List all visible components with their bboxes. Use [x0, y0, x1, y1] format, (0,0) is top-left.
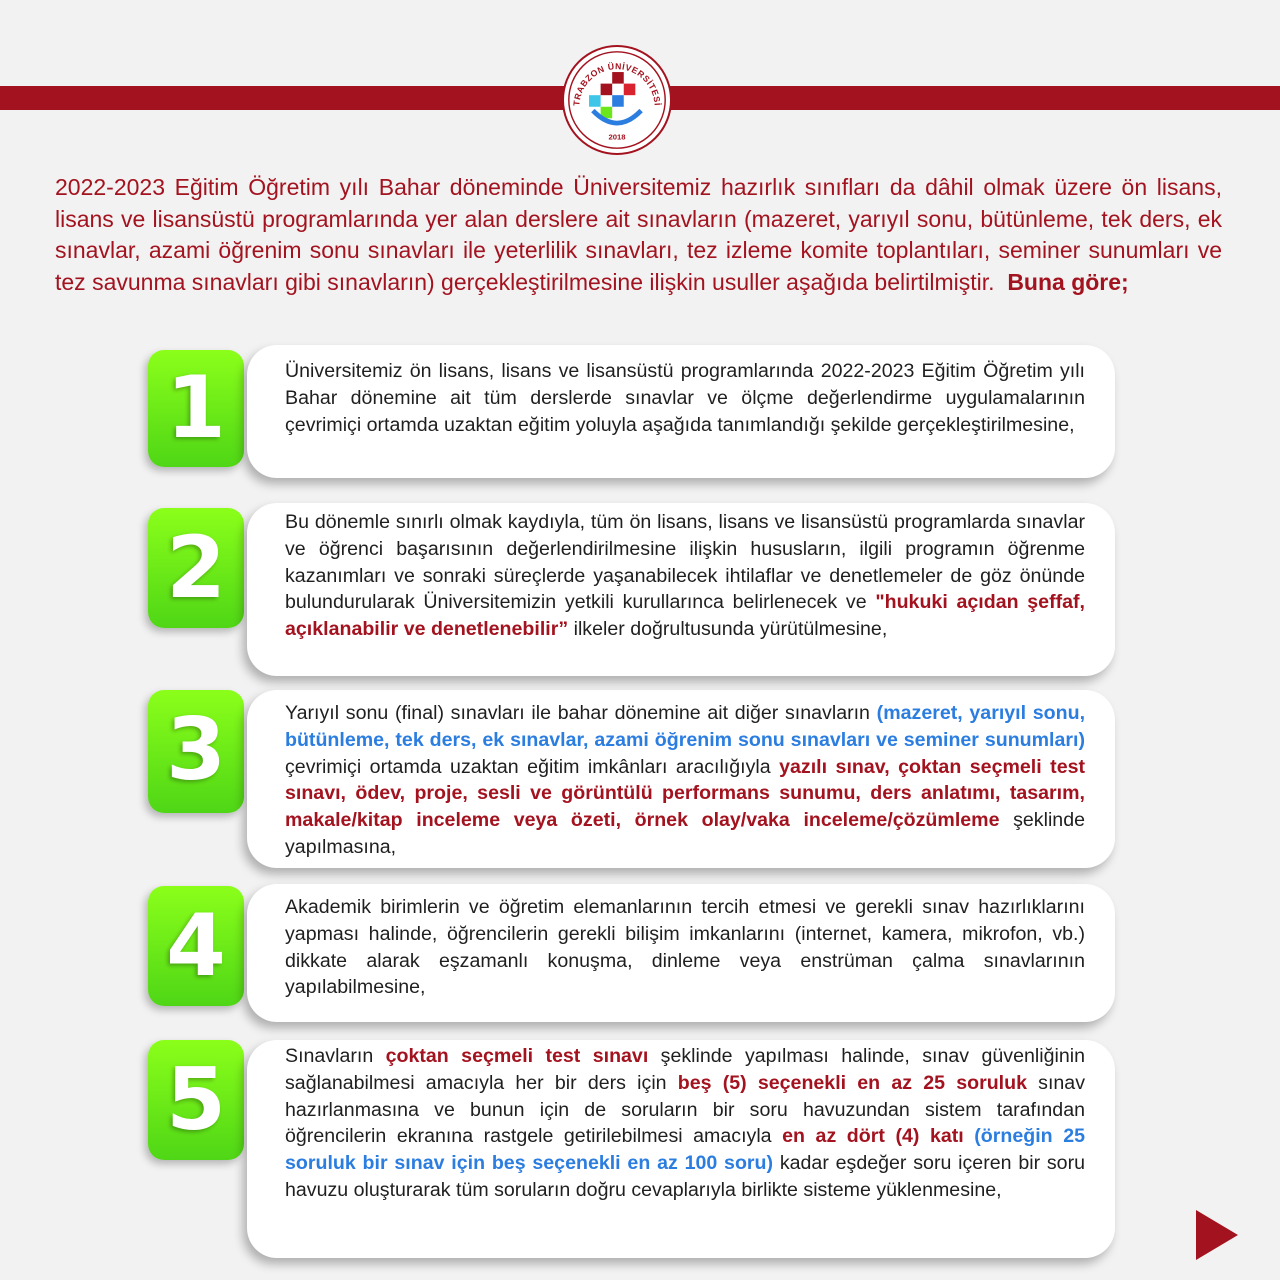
item-number: 2: [166, 518, 226, 618]
number-badge-2: [148, 508, 244, 628]
intro-text: 2022-2023 Eğitim Öğretim yılı Bahar döneminde Üniversitemiz hazırlık sınıfları da dâhil olmak üzere ön lisans, lisans ve lisansüstü programlarında yer alan derslere ait sınavların (mazeret, yarıyıl sonu, bütünleme, tek ders, ek sınavlar, azami öğrenim sonu sınavları ile yeterlilik sınavları, tez izleme komite toplantıları, seminer sunumları ve tez savunma sınavları gibi sınavların) gerçekleştirilmesine ilişkin usuller aşağıda belirtilmiştir.: [55, 174, 1222, 295]
list-item-1: [145, 345, 1115, 480]
highlight-blue: (örneğin 25 soruluk bir sınav için beş seçenekli en az 100 soru): [285, 1125, 1085, 1175]
logo-emblem: [564, 47, 670, 153]
item-card-1: [247, 345, 1115, 478]
list-item-5: [145, 1040, 1115, 1262]
number-badge-4: [148, 886, 244, 1006]
item-card-5: [247, 1040, 1115, 1258]
intro-emphasis: Buna göre;: [1007, 268, 1129, 295]
text-segment: ilkeler doğrultusunda yürütülmesine,: [568, 618, 888, 641]
item-card-2: [247, 503, 1115, 676]
item-number: 5: [166, 1050, 226, 1150]
logo-year: 2018: [608, 132, 626, 142]
list-item-2: [145, 503, 1115, 678]
next-arrow-icon[interactable]: [1196, 1210, 1238, 1260]
item-text: [285, 894, 1085, 1001]
item-card-3: [247, 690, 1115, 868]
item-number: 4: [166, 896, 226, 996]
text-segment: Üniversitemiz ön lisans, lisans ve lisansüstü programlarında 2022-2023 Eğitim Öğretim yılı Bahar dönemine ait tüm derslerde sınavlar ve ölçme değerlendirme uygulamalarının çevrimiçi ortamda uzaktan eğitim yoluyla aşağıda tanımlandığı şekilde gerçekleştirilmesine,: [285, 360, 1085, 436]
text-segment: şeklinde yapılmasına,: [285, 809, 1085, 858]
item-text: [285, 700, 1085, 861]
number-badge-3: [148, 690, 244, 813]
list-item-3: [145, 690, 1115, 870]
logo-text: TRABZON ÜNİVERSİTESİ: [571, 61, 663, 107]
text-segment: Sınavların: [285, 1045, 386, 1067]
text-segment: Bu dönemle sınırlı olmak kaydıyla, tüm ön lisans, lisans ve lisansüstü programlarda sınavlar ve öğrenci başarısının değerlendirilmesine ilişkin hususların, ilgili programın öğrenme kazanımları ve sonraki süreçlerde yaşanabilecek ihtilaflar ve denetlemeler de göz önünde bulundurularak Üniversitemizin yetkili kurullarınca belirlenecek ve: [285, 511, 1085, 614]
item-number: 1: [166, 358, 226, 458]
text-segment: Akademik birimlerin ve öğretim elemanlarının tercih etmesi ve gerekli sınav hazırlıklarını yapması halinde, öğrencilerin gerekli bilişim imkanlarını (internet, kamera, mikrofon, vb.) dikkate alarak eşzamanlı konuşma, dinleme veya enstrüman çalma sınavlarının yapılabilmesine,: [285, 896, 1085, 999]
text-segment: sınav hazırlanmasına ve bunun için de soruların bir soru havuzundan sistem tarafından öğrencilerin ekranına rastgele getirilebilmesi amacıyla: [285, 1071, 1086, 1148]
item-text: [285, 1043, 1085, 1204]
highlight-red: "hukuki açıdan şeffaf, açıklanabilir ve denetlenebilir”: [285, 591, 1085, 641]
highlight-red: yazılı sınav, çoktan seçmeli test sınavı, ödev, proje, sesli ve görüntülü performans sunumu, ders anlatımı, tasarım, makale/kitap inceleme veya özeti, örnek olay/vaka inceleme/çözümleme: [285, 755, 1086, 832]
text-segment: şeklinde yapılması halinde, sınav güvenliğinin sağlanabilmesi amacıyla her bir ders için: [285, 1045, 1085, 1094]
text-segment: Yarıyıl sonu (final) sınavları ile bahar dönemine ait diğer sınavların: [285, 702, 877, 724]
text-segment: [964, 1125, 975, 1147]
number-badge-1: [148, 350, 244, 467]
item-text: [285, 358, 1085, 438]
text-segment: kadar eşdeğer soru içeren bir soru havuzu oluşturarak tüm soruların doğru cevaplarıyla birlikte sisteme yüklenmesine,: [285, 1152, 1085, 1201]
intro-paragraph: [55, 172, 1222, 298]
highlight-red: çoktan seçmeli test sınavı: [385, 1045, 649, 1067]
text-segment: çevrimiçi ortamda uzaktan eğitim imkânları aracılığıyla: [285, 755, 780, 778]
number-badge-5: [148, 1040, 244, 1160]
item-number: 3: [166, 700, 226, 800]
highlight-red: beş (5) seçenekli en az 25 soruluk: [677, 1071, 1027, 1094]
list-item-4: [145, 884, 1115, 1024]
item-text: [285, 509, 1085, 643]
university-logo: [562, 45, 672, 155]
highlight-blue: (mazeret, yarıyıl sonu, bütünleme, tek ders, ek sınavlar, azami öğrenim sonu sınavları ve seminer sunumları): [285, 702, 1086, 751]
item-card-4: [247, 884, 1115, 1022]
highlight-red: en az dört (4) katı: [782, 1125, 964, 1148]
